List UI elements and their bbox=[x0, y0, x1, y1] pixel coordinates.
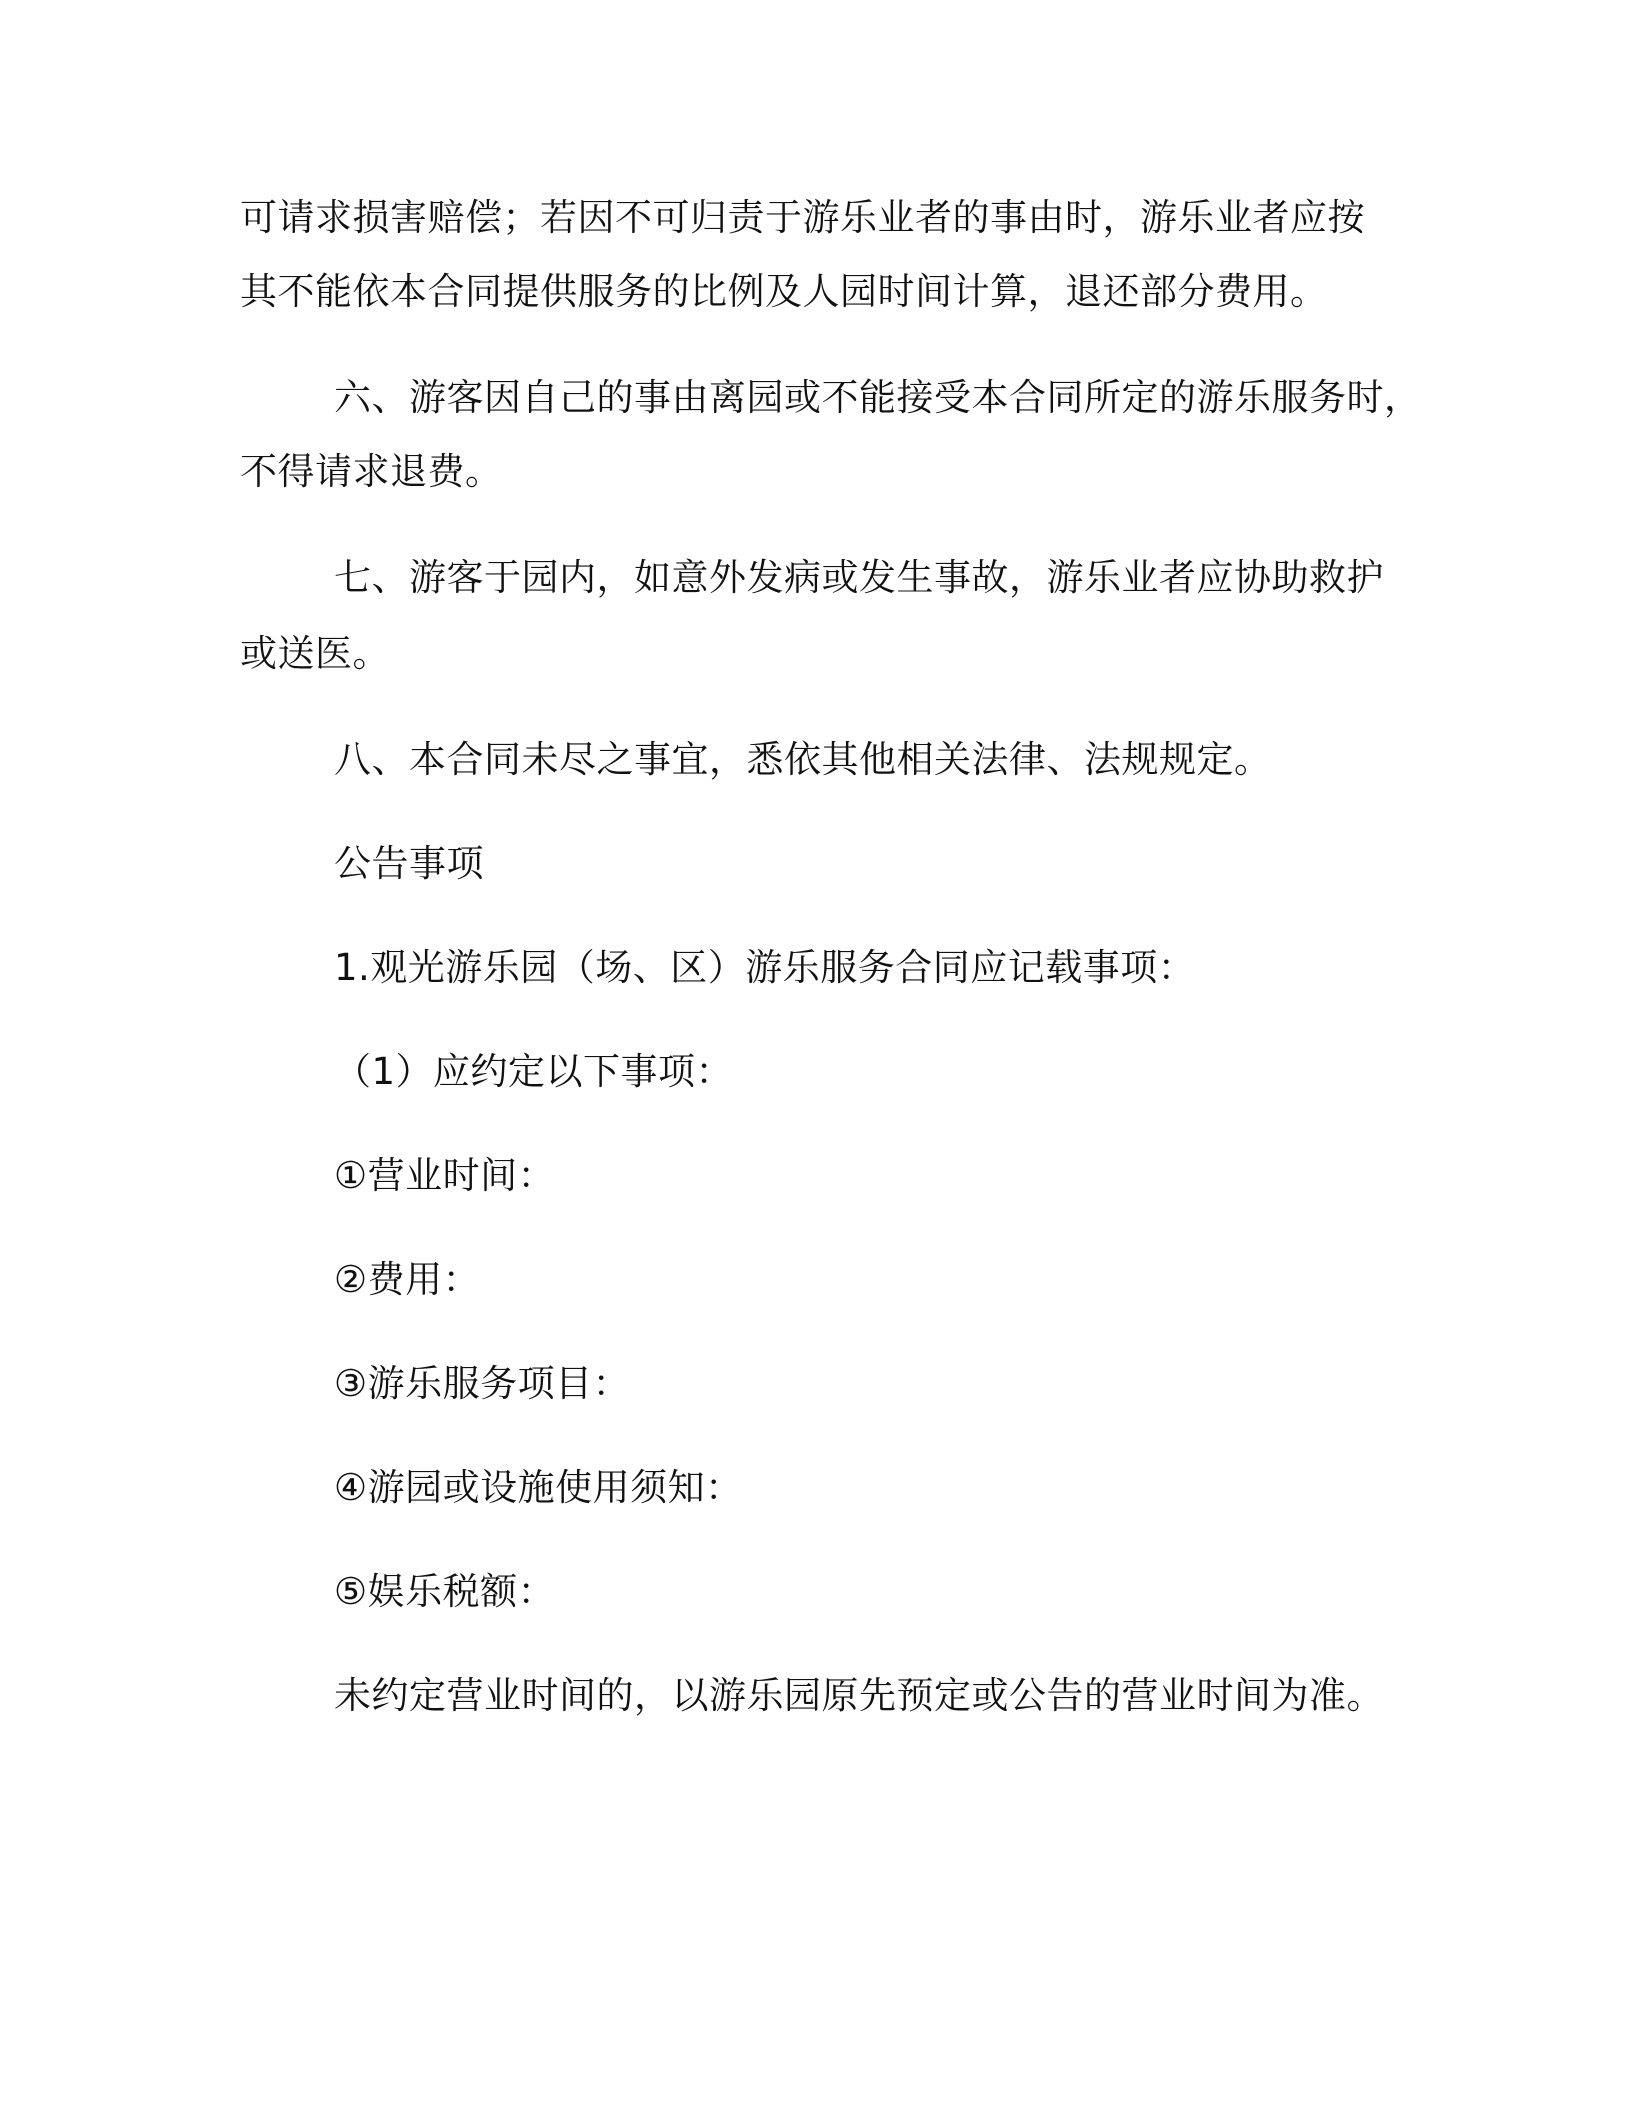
clause6-line1: 六、游客因自己的事由离园或不能接受本合同所定的游乐服务时， bbox=[334, 376, 1422, 419]
clause5-line1: 可请求损害赔偿；若因不可归责于游乐业者的事由时，游乐业者应按 bbox=[240, 196, 1365, 239]
list-item-service-items: ③游乐服务项目： bbox=[334, 1362, 631, 1405]
clause7-line1: 七、游客于园内，如意外发病或发生事故，游乐业者应协助救护 bbox=[334, 556, 1384, 599]
notice-heading: 公告事项 bbox=[334, 842, 484, 885]
clause7-line2: 或送医。 bbox=[240, 632, 390, 675]
list-item-business-hours: ①营业时间： bbox=[334, 1154, 556, 1197]
notice-item-1: 1.观光游乐园（场、区）游乐服务合同应记载事项： bbox=[334, 946, 1196, 989]
list-item-fees: ②费用： bbox=[334, 1258, 481, 1301]
closing-paragraph: 未约定营业时间的，以游乐园原先预定或公告的营业时间为准。 bbox=[334, 1674, 1384, 1717]
clause6-line2: 不得请求退费。 bbox=[240, 450, 503, 493]
clause5-line2: 其不能依本合同提供服务的比例及人园时间计算，退还部分费用。 bbox=[240, 270, 1328, 313]
clause8: 八、本合同未尽之事宜，悉依其他相关法律、法规规定。 bbox=[334, 738, 1272, 781]
notice-sub-item-1: （1）应约定以下事项： bbox=[334, 1050, 734, 1093]
list-item-usage-notice: ④游园或设施使用须知： bbox=[334, 1466, 743, 1509]
list-item-entertainment-tax: ⑤娱乐税额： bbox=[334, 1570, 556, 1613]
